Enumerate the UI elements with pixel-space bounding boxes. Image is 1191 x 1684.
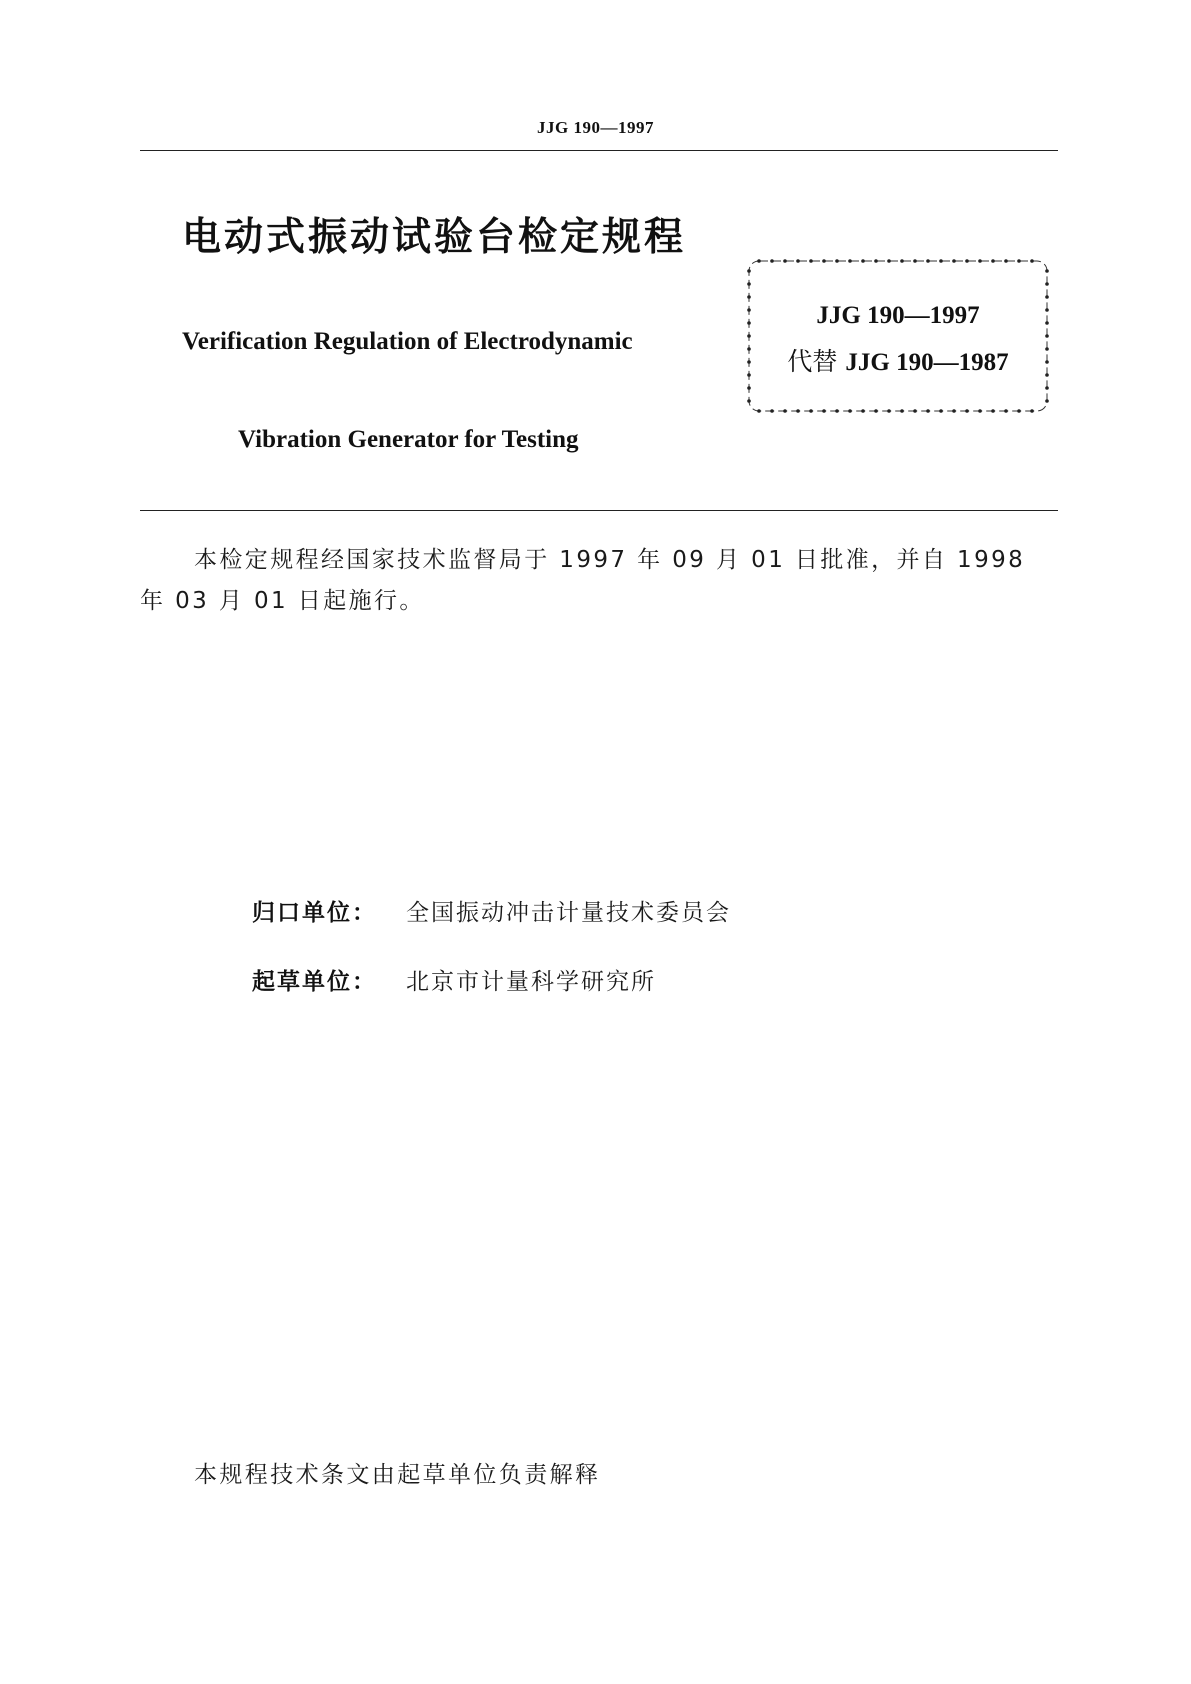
page-title-english-line-1: Verification Regulation of Electrodynamic bbox=[182, 328, 633, 355]
approval-text-line-1: 本检定规程经国家技术监督局于 1997 年 09 月 01 日批准，并自 1998 bbox=[194, 547, 1026, 573]
drafting-unit-label: 起草单位： bbox=[252, 969, 377, 995]
replaced-standard-code: JJG 190—1987 bbox=[845, 349, 1009, 376]
page-title-chinese: 电动式振动试验台检定规程 bbox=[182, 215, 687, 260]
replaces-label: 代替 bbox=[787, 347, 838, 376]
admin-unit-value: 全国振动冲击计量技术委员会 bbox=[406, 900, 731, 926]
interpretation-note: 本规程技术条文由起草单位负责解释 bbox=[194, 1462, 601, 1488]
header-standard-code: JJG 190—1997 bbox=[537, 118, 654, 137]
page-title-english-line-2: Vibration Generator for Testing bbox=[238, 426, 579, 453]
section-rule bbox=[140, 510, 1058, 511]
standard-code: JJG 190—1997 bbox=[816, 302, 980, 329]
standard-code-box bbox=[746, 258, 1050, 414]
header-rule bbox=[140, 150, 1058, 151]
decorative-chain-border bbox=[746, 258, 1050, 414]
approval-text-line-2: 年 03 月 01 日起施行。 bbox=[140, 588, 425, 614]
drafting-unit-value: 北京市计量科学研究所 bbox=[406, 969, 656, 995]
replaces-line bbox=[746, 342, 1050, 378]
admin-unit-label: 归口单位： bbox=[252, 900, 377, 926]
